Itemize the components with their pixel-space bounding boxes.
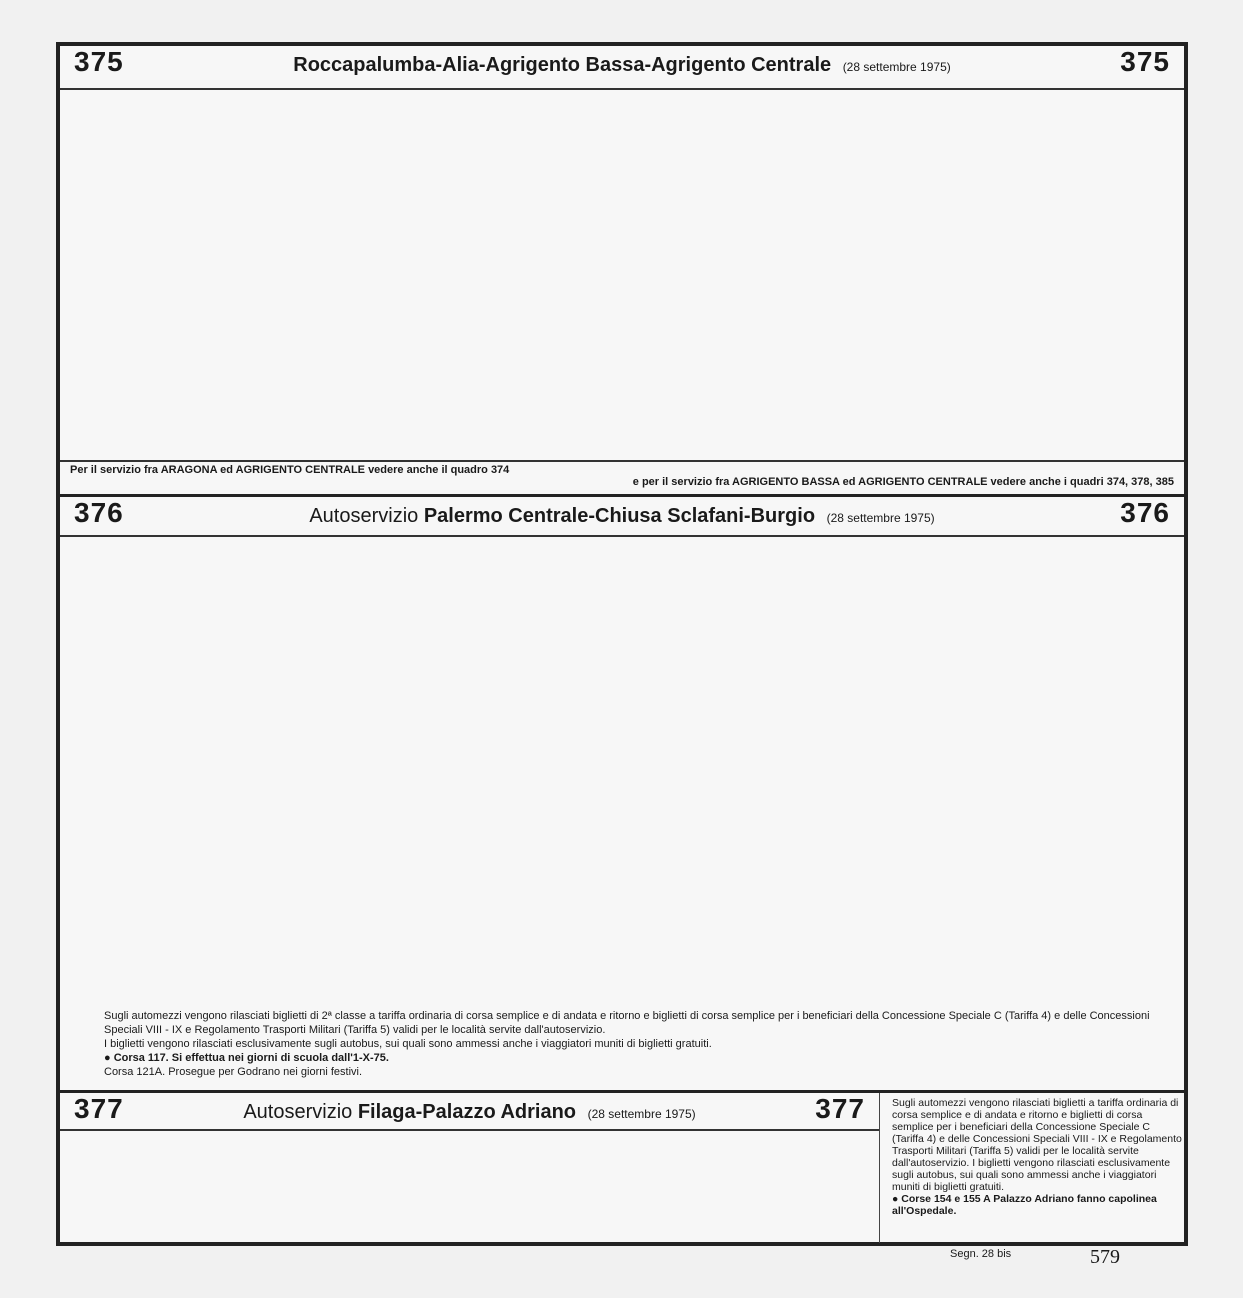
title-prefix: Autoservizio bbox=[243, 1101, 353, 1123]
table-date: (28 settembre 1975) bbox=[826, 511, 935, 525]
table-375-header bbox=[60, 46, 1184, 90]
footer-line-1: Per il servizio fra ARAGONA ed AGRIGENTO CENTRALE vedere anche il quadro 374 bbox=[70, 464, 510, 476]
segn-label: Segn. 28 bis bbox=[950, 1248, 1012, 1260]
table-number: 376 bbox=[74, 497, 124, 528]
table-title: Palermo Centrale-Chiusa Sclafani-Burgio bbox=[423, 505, 816, 527]
table-title: Roccapalumba-Alia-Agrigento Bassa-Agrigento Centrale bbox=[293, 54, 832, 76]
table-number-right: 376 bbox=[1120, 497, 1170, 528]
note-3: ● Corsa 117. Si effettua nei giorni di scuola dall'1-X-75. bbox=[104, 1052, 389, 1064]
table-number: 375 bbox=[74, 46, 124, 77]
note-2: I biglietti vengono rilasciati esclusivamente sugli autobus, sui quali sono ammessi anche i viaggiatori muniti di biglietti gratuiti. bbox=[104, 1038, 712, 1050]
table-377-header bbox=[60, 1093, 879, 1131]
note-4: Corsa 121A. Prosegue per Godrano nei giorni festivi. bbox=[104, 1066, 363, 1078]
table-date: (28 settembre 1975) bbox=[587, 1107, 696, 1121]
note-1: Sugli automezzi vengono rilasciati biglietti di 2ª classe a tariffa ordinaria di corsa semplice e di andata e ritorno e biglietti di corsa semplice per i beneficiari della Concessione Speciale C (Tariffa 4) e delle Concessioni Speciali VIII - IX e Regolamento Trasporti Militari (Tariffa 5) validi per le località servite dall'autoservizio. bbox=[104, 1010, 1150, 1036]
table-number-right: 375 bbox=[1120, 46, 1170, 77]
table-number-right: 377 bbox=[815, 1093, 865, 1124]
table-377-notes bbox=[892, 1097, 1182, 1217]
table-376-notes bbox=[104, 1009, 1164, 1079]
note-corse: ● Corse 154 e 155 A Palazzo Adriano fanno capolinea all'Ospedale. bbox=[892, 1193, 1157, 1217]
timetable-page bbox=[56, 42, 1188, 1246]
table-number: 377 bbox=[74, 1093, 124, 1124]
table-title: Filaga-Palazzo Adriano bbox=[357, 1101, 577, 1123]
table-377 bbox=[60, 1090, 1184, 1240]
table-375-footer bbox=[60, 460, 1184, 490]
table-376 bbox=[60, 494, 1184, 1090]
note-box: Sugli automezzi vengono rilasciati biglietti a tariffa ordinaria di corsa semplice e di andata e ritorno e biglietti di corsa semplice per i beneficiari della Concessione Speciale C (Tariffa 4) e delle Concessioni Speciali VIII - IX e Regolamento Trasporti Militari (Tariffa 5) validi per le località servite dall'autoservizio. I biglietti vengono rilasciati esclusivamente sugli autobus, sui quali sono ammessi anche i viaggiatori muniti di biglietti gratuiti. bbox=[892, 1097, 1182, 1193]
table-376-header bbox=[60, 497, 1184, 537]
page-number: 579 bbox=[1090, 1246, 1120, 1268]
table-date: (28 settembre 1975) bbox=[842, 60, 951, 74]
table-375 bbox=[60, 46, 1184, 494]
footer-line-2: e per il servizio fra AGRIGENTO BASSA ed AGRIGENTO CENTRALE vedere anche i quadri 374, 378, 385 bbox=[632, 476, 1174, 488]
title-prefix: Autoservizio bbox=[309, 505, 419, 527]
